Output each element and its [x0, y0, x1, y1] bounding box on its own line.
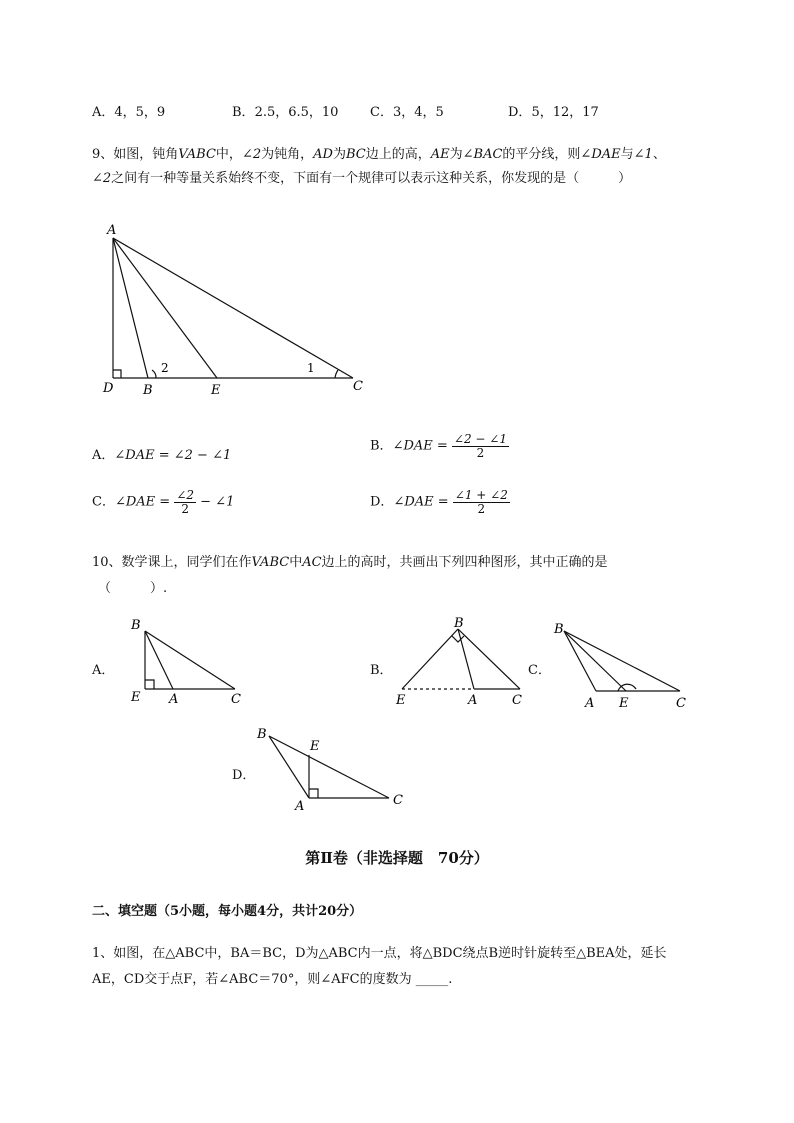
- q10b-label-e: E: [396, 693, 406, 708]
- q10-option-b-label: B．: [370, 663, 393, 678]
- q10a-label-b: B: [131, 618, 141, 633]
- q9-label-e: E: [211, 383, 221, 398]
- q10c-label-b: B: [554, 622, 564, 637]
- q9-label-1: 1: [307, 361, 315, 375]
- q8-option-b: B．2.5，6.5，10: [232, 105, 339, 120]
- q9-label-d: D: [103, 381, 114, 396]
- q9-line-ac: [113, 238, 353, 378]
- q9-stem-line1: 9、如图，钝角VABC中，∠2为钝角，AD为BC边上的高，AE为∠BAC的平分线，则∠DAE与∠1、: [92, 147, 666, 162]
- q8-option-d: D．5，12，17: [508, 105, 599, 120]
- q10-stem-line2: （ ）.: [98, 581, 168, 596]
- q10b-label-a: A: [468, 693, 478, 708]
- q10d-label-e: E: [310, 739, 320, 754]
- q10b-label-b: B: [454, 616, 464, 631]
- q10-figure-c: [550, 615, 695, 710]
- q10a-label-c: C: [231, 692, 241, 707]
- q9-line-ab: [113, 238, 148, 378]
- q10d-label-c: C: [393, 793, 403, 808]
- q9-label-c: C: [353, 379, 363, 394]
- q10a-label-e: E: [131, 690, 141, 705]
- q10-figure-b: [390, 615, 535, 710]
- section-fill-in-heading: 二、填空题（5小题，每小题4分，共计20分）: [92, 904, 363, 919]
- f1-stem-line2: AE，CD交于点F，若∠ABC＝70°，则∠AFC的度数为 _____.: [92, 972, 453, 987]
- q10d-label-a: A: [295, 799, 305, 814]
- q9-right-angle-mark: [113, 370, 121, 378]
- q10c-label-e: E: [619, 696, 629, 710]
- f1-stem-line1: 1、如图，在△ABC中，BA＝BC，D为△ABC内一点，将△BDC绕点B逆时针旋转至△BEA处，延长: [92, 946, 667, 961]
- q9-option-d: D．∠DAE = $\frac{\angle 1 + \angle 2}{2}$: [370, 488, 508, 516]
- q10-stem-line1: 10、数学课上，同学们在作VABC中AC边上的高时，共画出下列四种图形，其中正确的是: [92, 555, 608, 570]
- q9-angle2-arc: [152, 370, 156, 378]
- q9-label-b: B: [143, 383, 153, 398]
- q10-figure-a: [125, 615, 255, 710]
- q9-option-c: C．∠DAE = $\frac{\angle 2}{2}$ − ∠1: [92, 488, 235, 516]
- q9-angle1-arc: [335, 370, 338, 378]
- q9-figure: [95, 220, 385, 400]
- part2-title: 第Ⅱ卷（非选择题 70分）: [305, 849, 489, 867]
- q10d-label-b: B: [257, 727, 267, 742]
- q10c-label-c: C: [676, 696, 686, 710]
- q9-option-a: A．∠DAE = ∠2 − ∠1: [92, 448, 232, 463]
- q10a-label-a: A: [169, 692, 179, 707]
- q8-option-c: C．3，4，5: [370, 105, 444, 120]
- q10c-label-a: A: [585, 696, 595, 710]
- q9-label-2: 2: [161, 361, 169, 375]
- q10-option-c-label: C．: [528, 663, 551, 678]
- q9-option-b: B．∠DAE = $\frac{\angle 2 - \angle 1}{2}$: [370, 432, 507, 460]
- q8-option-a: A．4，5，9: [92, 105, 166, 120]
- q9-stem-line2: ∠2之间有一种等量关系始终不变，下面有一个规律可以表示这种关系，你发现的是（ ）: [92, 171, 632, 186]
- q10-option-a-label: A．: [92, 663, 115, 678]
- q9-label-a: A: [107, 223, 117, 238]
- q10-option-d-label: D．: [232, 768, 256, 783]
- q10-figure-d: [255, 722, 415, 814]
- q10b-label-c: C: [512, 693, 522, 708]
- q9-line-ae: [113, 238, 217, 378]
